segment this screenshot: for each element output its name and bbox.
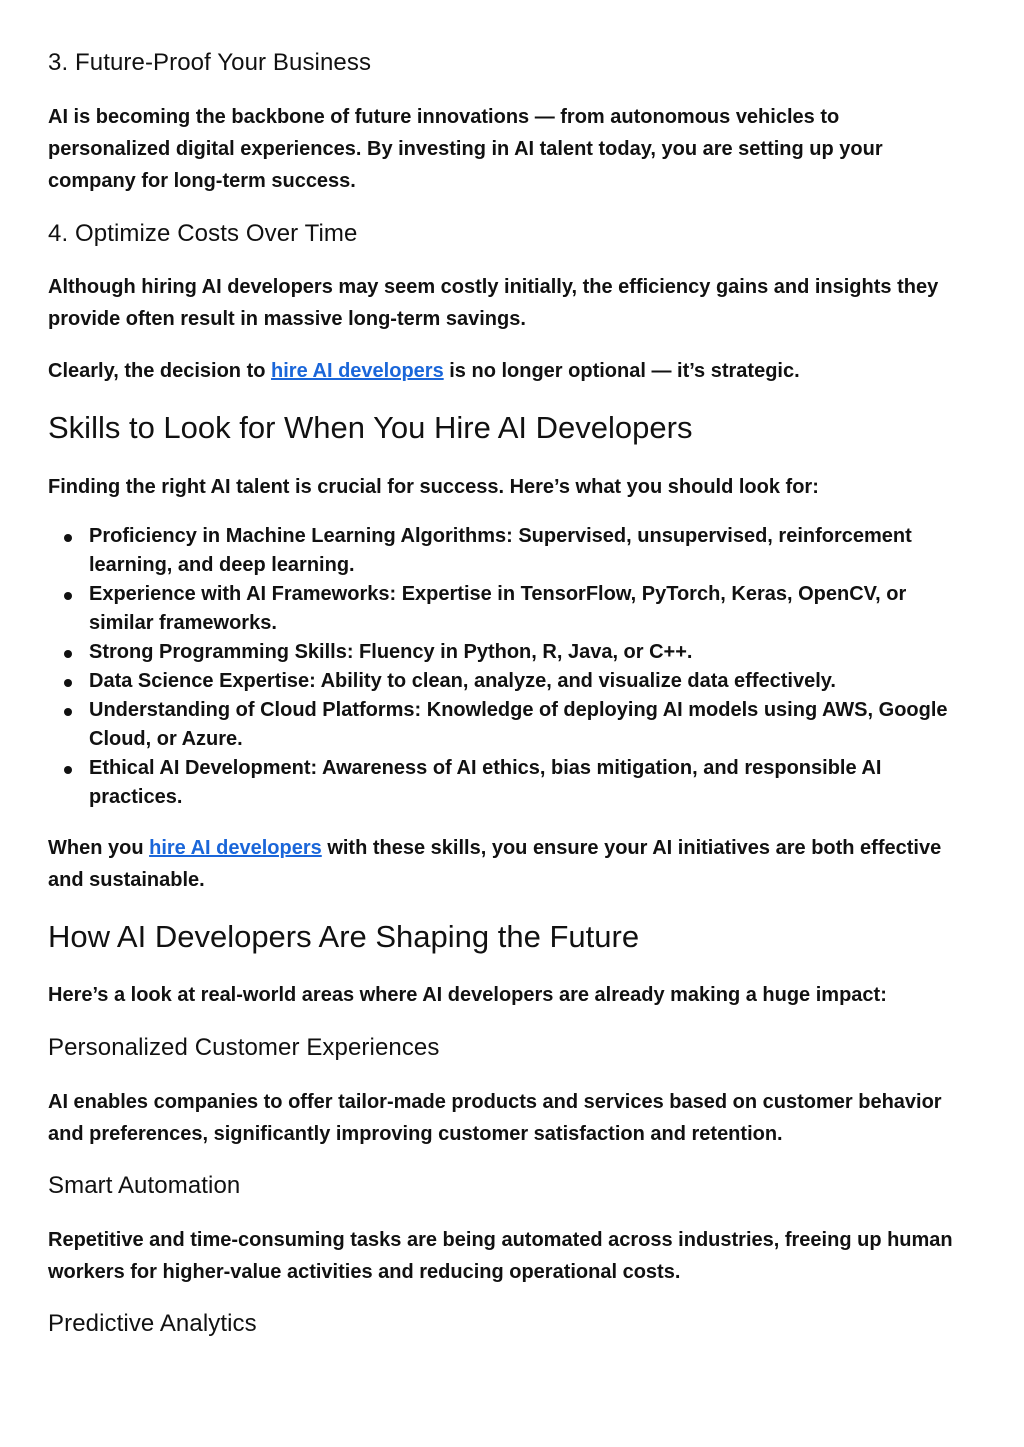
- heading-shaping-future: How AI Developers Are Shaping the Future: [48, 919, 640, 954]
- list-item: [48, 580, 968, 638]
- paragraph-shaping-intro: Here’s a look at real-world areas where AI developers are already making a huge impact:: [48, 984, 887, 1006]
- list-item: [48, 696, 968, 754]
- bullet-icon: [64, 534, 72, 542]
- decision-text-before: Clearly, the decision to: [48, 360, 272, 382]
- bullet-icon: [64, 650, 72, 658]
- heading-future-proof: 3. Future-Proof Your Business: [48, 49, 372, 76]
- list-item: [48, 522, 968, 580]
- bullet-icon: [64, 708, 72, 716]
- heading-optimize-costs: 4. Optimize Costs Over Time: [48, 220, 358, 247]
- list-item: [48, 667, 968, 696]
- hire-ai-developers-link[interactable]: hire AI developers: [271, 360, 444, 382]
- list-item-text: Ethical AI Development: Awareness of AI ethics, bias mitigation, and responsible AI practices.: [89, 757, 882, 808]
- heading-skills: Skills to Look for When You Hire AI Developers: [48, 410, 693, 445]
- list-item-text: Data Science Expertise: Ability to clean, analyze, and visualize data effectively.: [89, 670, 836, 692]
- paragraph-future-proof: AI is becoming the backbone of future innovations — from autonomous vehicles to personalized digital experiences. By investing in AI talent today, you are setting up your company for long-term success.: [48, 106, 883, 192]
- list-item-text: Proficiency in Machine Learning Algorithms: Supervised, unsupervised, reinforcement learning, and deep learning.: [89, 525, 912, 576]
- bullet-icon: [64, 679, 72, 687]
- closing-text-after: with these skills, you ensure your AI initiatives are both effective and sustainable.: [48, 837, 942, 891]
- bullet-icon: [64, 592, 72, 600]
- list-item-text: Understanding of Cloud Platforms: Knowledge of deploying AI models using AWS, Google Cloud, or Azure.: [89, 699, 948, 750]
- paragraph-skills-intro: Finding the right AI talent is crucial for success. Here’s what you should look for:: [48, 476, 819, 498]
- bullet-icon: [64, 766, 72, 774]
- list-item-text: Experience with AI Frameworks: Expertise in TensorFlow, PyTorch, Keras, OpenCV, or similar frameworks.: [89, 583, 907, 634]
- paragraph-decision: [48, 355, 958, 387]
- paragraph-personalized: AI enables companies to offer tailor-made products and services based on customer behavior and preferences, significantly improving customer satisfaction and retention.: [48, 1091, 942, 1145]
- list-item: [48, 638, 968, 667]
- paragraph-skills-closing: [48, 832, 958, 896]
- list-item-text: Strong Programming Skills: Fluency in Python, R, Java, or C++.: [89, 641, 693, 663]
- paragraph-optimize-costs: Although hiring AI developers may seem costly initially, the efficiency gains and insights they provide often result in massive long-term savings.: [48, 276, 939, 330]
- paragraph-automation: Repetitive and time-consuming tasks are being automated across industries, freeing up human workers for higher-value activities and reducing operational costs.: [48, 1229, 953, 1283]
- skills-list: [48, 522, 968, 812]
- list-item: [48, 754, 968, 812]
- heading-predictive: Predictive Analytics: [48, 1310, 257, 1337]
- closing-text-before: When you: [48, 837, 150, 859]
- heading-personalized: Personalized Customer Experiences: [48, 1034, 440, 1061]
- decision-text-after: is no longer optional — it’s strategic.: [443, 360, 800, 382]
- hire-ai-developers-link-2[interactable]: hire AI developers: [149, 837, 322, 859]
- heading-automation: Smart Automation: [48, 1172, 241, 1199]
